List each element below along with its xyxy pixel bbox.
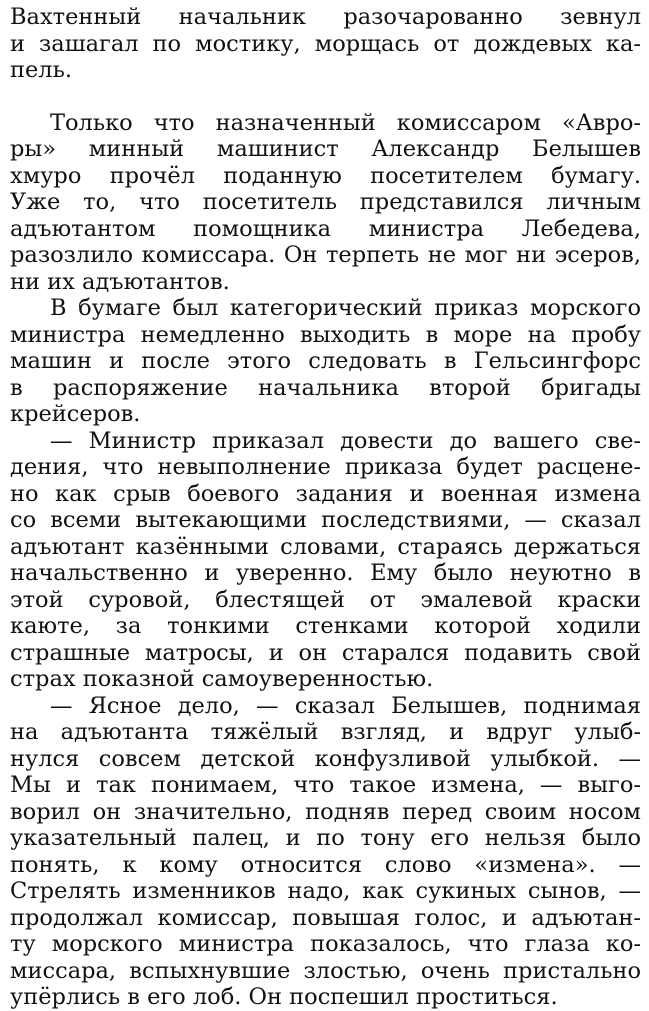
text-line: ту морского министра показалось, что глаза ко- (10, 931, 641, 957)
text-line: страх показной самоуверенностью. (10, 666, 434, 692)
text-line: нулся совсем детской конфузливой улыбкой. — (10, 745, 641, 772)
text-line: со всеми вытекающими последствиями, — сказал (10, 507, 641, 533)
text-line: адъютантом помощника министра Лебедева, (10, 215, 641, 242)
text-line: пель. (10, 57, 73, 83)
text-line: каюте, за тонкими стенками которой ходили (10, 613, 641, 639)
text-line: Только что назначенный комиссаром «Авро- (50, 109, 641, 136)
text-line: на адъютанта тяжёлый взгляд, и вдруг улыб- (10, 719, 641, 745)
text-line: указательный палец, и по тону его нельзя было (10, 825, 641, 851)
text-line: крейсеров. (10, 401, 141, 427)
text-line: Стрелять изменников надо, как сукиных сынов, — (10, 878, 641, 904)
text-line: хмуро прочёл поданную посетителем бумагу. (10, 162, 641, 189)
paragraph (10, 428, 641, 693)
paragraph (10, 110, 641, 296)
text-line: и зашагал по мостику, морщась от дождевых ка- (10, 30, 641, 57)
text-line: миссара, вспыхнувшие злостью, очень пристально (10, 957, 641, 984)
text-line: этой суровой, блестящей от эмалевой краски (10, 586, 641, 613)
text-line: ни их адъютантов. (10, 268, 230, 295)
text-line: понять, к кому относится слово «измена». — (10, 851, 641, 878)
text-body (10, 4, 641, 1011)
text-line: ворил он значительно, подняв перед своим носом (10, 798, 641, 825)
text-line: Уже то, что посетитель представился личным (10, 189, 641, 215)
text-line: продолжал комиссар, повышая голос, и адъютан- (10, 904, 641, 931)
text-line: в распоряжение начальника второй бригады (10, 374, 641, 401)
paragraph (10, 4, 641, 84)
text-line: Вахтенный начальник разочарованно зевнул (10, 4, 641, 30)
text-line: — Министр приказал довести до вашего све- (50, 427, 641, 454)
text-line: начальственно и уверенно. Ему было неуютно в (10, 560, 641, 586)
text-line: но как срыв боевого задания и военная измена (10, 480, 641, 507)
paragraph (10, 295, 641, 428)
text-line: ры» минный машинист Александр Белышев (10, 136, 641, 162)
text-line: упёрлись в его лоб. Он поспешил проститься. (10, 984, 558, 1010)
paragraph (10, 693, 641, 1011)
text-line: страшные матросы, и он старался подавить свой (10, 639, 641, 666)
text-line: В бумаге был категорический приказ морского (50, 295, 641, 321)
paragraph-gap (10, 84, 641, 110)
text-line: машин и после этого следовать в Гельсингфорс (10, 348, 641, 374)
text-line: адъютант казёнными словами, стараясь держаться (10, 533, 641, 560)
text-line: министра немедленно выходить в море на пробу (10, 321, 641, 348)
text-line: Мы и так понимаем, что такое измена, — выго- (10, 772, 641, 798)
text-line: разозлило комиссара. Он терпеть не мог ни эсеров, (10, 242, 641, 268)
text-line: — Ясное дело, — сказал Белышев, поднимая (50, 692, 641, 719)
text-line: дения, что невыполнение приказа будет расцене- (10, 454, 641, 480)
